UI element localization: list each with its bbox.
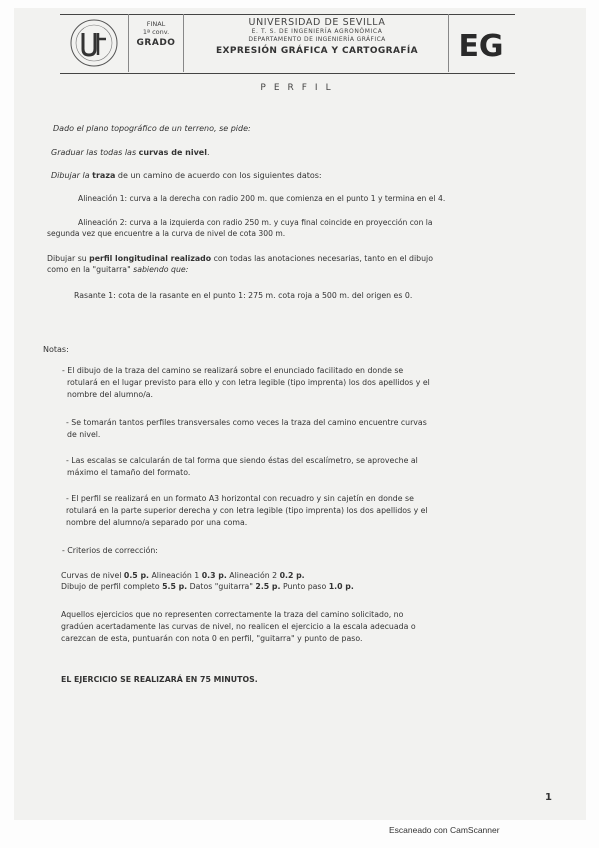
item-graduar: Graduar las todas las curvas de nivel.	[51, 148, 210, 157]
department-name: DEPARTAMENTO DE INGENIERÍA GRÁFICA	[248, 36, 386, 43]
scanner-footer: Escaneado con CamScanner	[389, 825, 500, 835]
nota-1-line2: rotulará en el lugar previsto para ello y con letra legible (tipo imprenta) los dos apellidos y el	[67, 378, 430, 387]
warning-line1: Aquellos ejercicios que no representen correctamente la traza del camino solicitado, no	[61, 610, 404, 619]
nota-4-line1: - El perfil se realizará en un formato A3 horizontal con recuadro y sin cajetín en donde se	[66, 494, 414, 503]
nota-3-line1: - Las escalas se calcularán de tal forma que siendo éstas del escalímetro, se aproveche al	[66, 456, 418, 465]
school-name: E. T. S. DE INGENIERÍA AGRONÓMICA	[251, 28, 383, 35]
nota-4-line2: rotulará en la parte superior derecha y con letra legible (tipo imprenta) los dos apellidos y el	[66, 506, 428, 515]
nota-4-line3: nombre del alumno/a separado por una coma.	[66, 518, 248, 527]
criterios-line2: Dibujo de perfil completo 5.5 p. Datos "guitarra" 2.5 p. Punto paso 1.0 p.	[61, 582, 354, 591]
svg-text:EG: EG	[458, 29, 504, 64]
university-block	[187, 17, 447, 69]
item-perfil-line1: Dibujar su perfil longitudinal realizado con todas las anotaciones necesarias, tanto en el dibujo	[47, 254, 433, 263]
grado-label: GRADO	[136, 38, 176, 48]
alineacion-2-line2: segunda vez que encuentre a la curva de nivel de cota 300 m.	[47, 229, 286, 238]
nota-3-line2: máximo el tamaño del formato.	[67, 468, 191, 477]
university-name: UNIVERSIDAD DE SEVILLA	[248, 17, 386, 28]
final-label: FINAL	[146, 20, 166, 28]
criterios-label: - Criterios de corrección:	[62, 546, 158, 555]
header-divider	[183, 14, 184, 72]
subject-name: EXPRESIÓN GRÁFICA Y CARTOGRAFÍA	[215, 46, 419, 56]
convocatoria-label: 1ª conv.	[142, 28, 170, 36]
alineacion-2-line1: Alineación 2: curva a la izquierda con radio 250 m. y cuya final coincide en proyección con la	[78, 218, 433, 227]
final-note: EL EJERCICIO SE REALIZARÁ EN 75 MINUTOS.	[61, 675, 258, 684]
department-logo	[452, 18, 510, 68]
notas-label: Notas:	[43, 345, 69, 354]
warning-line2: gradúen acertadamente las curvas de nivel, no realicen el ejercicio a la escala adecuada o	[61, 622, 416, 631]
university-logo	[60, 14, 129, 72]
nota-2-line1: - Se tomarán tantos perfiles transversales como veces la traza del camino encuentre curvas	[66, 418, 427, 427]
exam-type-box	[130, 20, 182, 66]
page-number: 1	[545, 792, 552, 803]
university-seal-icon	[64, 17, 124, 69]
nota-2-line2: de nivel.	[67, 430, 101, 439]
page-title: PERFIL	[260, 83, 339, 93]
item-perfil-line2: como en la "guitarra" sabiendo que:	[47, 265, 189, 274]
header-divider	[448, 14, 449, 72]
nota-1-line3: nombre del alumno/a.	[67, 390, 154, 399]
nota-1-line1: - El dibujo de la traza del camino se realizará sobre el enunciado facilitado en donde se	[62, 366, 404, 375]
intro-text: Dado el plano topográfico de un terreno, se pide:	[53, 124, 251, 133]
alineacion-1: Alineación 1: curva a la derecha con radio 200 m. que comienza en el punto 1 y termina en el 4.	[78, 194, 446, 203]
criterios-line1: Curvas de nivel 0.5 p. Alineación 1 0.3 p. Alineación 2 0.2 p.	[61, 571, 305, 580]
warning-line3: carezcan de esta, puntuarán con nota 0 en perfil, "guitarra" y punto de paso.	[61, 634, 363, 643]
eg-logo-icon	[452, 18, 510, 68]
item-traza: Dibujar la traza de un camino de acuerdo con los siguientes datos:	[51, 171, 322, 180]
rasante-text: Rasante 1: cota de la rasante en el punto 1: 275 m. cota roja a 500 m. del origen es 0.	[74, 291, 413, 300]
